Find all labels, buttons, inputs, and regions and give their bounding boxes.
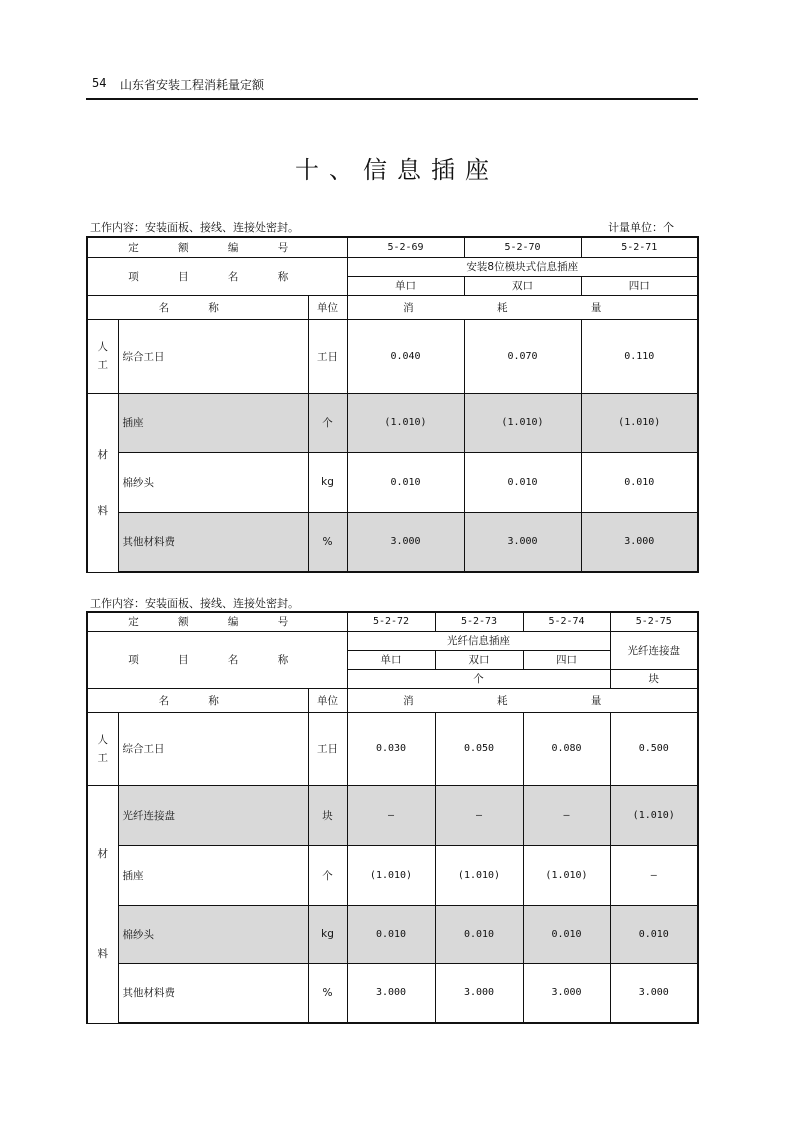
quota-code: 5-2-73 xyxy=(435,612,523,631)
row-value: 0.010 xyxy=(347,452,464,512)
quota-table-1 xyxy=(86,236,699,573)
row-unit: kg xyxy=(308,905,347,963)
variant-label: 四口 xyxy=(523,650,610,669)
row-name: 其他材料费 xyxy=(118,963,308,1023)
unit-group: 个 xyxy=(347,669,610,688)
unit-last: 块 xyxy=(610,669,698,688)
category-material: 材料 xyxy=(87,785,118,1023)
row-name: 光纤连接盘 xyxy=(118,785,308,845)
row-value: 3.000 xyxy=(347,512,464,572)
section-title: 十、信息插座 xyxy=(295,156,499,184)
row-value: (1.010) xyxy=(523,845,610,905)
column-unit-header: 单位 xyxy=(308,295,347,319)
row-unit: 个 xyxy=(308,393,347,452)
row-value: (1.010) xyxy=(464,393,581,452)
variant-label: 单口 xyxy=(347,650,435,669)
row-unit: % xyxy=(308,963,347,1023)
row-name: 综合工日 xyxy=(118,319,308,393)
quota-code: 5-2-70 xyxy=(464,237,581,257)
row-value: 0.010 xyxy=(581,452,698,512)
row-name: 棉纱头 xyxy=(118,905,308,963)
row-name: 插座 xyxy=(118,845,308,905)
page-header xyxy=(86,70,698,100)
row-value: 3.000 xyxy=(581,512,698,572)
row-value: (1.010) xyxy=(347,393,464,452)
row-value: 3.000 xyxy=(464,512,581,572)
row-value: (1.010) xyxy=(581,393,698,452)
row-value: — xyxy=(347,785,435,845)
row-value: 0.010 xyxy=(464,452,581,512)
row-value: 0.040 xyxy=(347,319,464,393)
row-value: (1.010) xyxy=(347,845,435,905)
page-number: 54 xyxy=(92,76,107,90)
category-labor: 人工 xyxy=(87,712,118,785)
variant-label: 双口 xyxy=(464,276,581,295)
quota-code-label: 定 额 编 号 xyxy=(87,612,347,631)
row-value: 3.000 xyxy=(347,963,435,1023)
quota-code: 5-2-75 xyxy=(610,612,698,631)
item-name-label: 项 目 名 称 xyxy=(87,631,347,688)
row-value: 0.080 xyxy=(523,712,610,785)
row-value: 3.000 xyxy=(435,963,523,1023)
row-unit: % xyxy=(308,512,347,572)
quota-code-label: 定 额 编 号 xyxy=(87,237,347,257)
row-unit: 个 xyxy=(308,845,347,905)
group-title: 光纤信息插座 xyxy=(347,631,610,650)
row-value: 0.010 xyxy=(347,905,435,963)
category-labor: 人工 xyxy=(87,319,118,393)
row-value: — xyxy=(523,785,610,845)
row-value: 0.070 xyxy=(464,319,581,393)
row-unit: 工日 xyxy=(308,712,347,785)
variant-label: 四口 xyxy=(581,276,698,295)
row-value: 0.050 xyxy=(435,712,523,785)
row-value: 0.030 xyxy=(347,712,435,785)
row-value: (1.010) xyxy=(435,845,523,905)
quota-table-2 xyxy=(86,611,699,1024)
quota-code: 5-2-71 xyxy=(581,237,698,257)
row-name: 棉纱头 xyxy=(118,452,308,512)
row-name: 综合工日 xyxy=(118,712,308,785)
row-value: — xyxy=(435,785,523,845)
row-value: 3.000 xyxy=(610,963,698,1023)
row-value: 0.010 xyxy=(523,905,610,963)
row-value: 0.110 xyxy=(581,319,698,393)
quota-code: 5-2-72 xyxy=(347,612,435,631)
quota-code: 5-2-74 xyxy=(523,612,610,631)
row-name: 插座 xyxy=(118,393,308,452)
row-value: 0.010 xyxy=(610,905,698,963)
row-value: 0.010 xyxy=(435,905,523,963)
column-unit-header: 单位 xyxy=(308,688,347,712)
row-value: — xyxy=(610,845,698,905)
category-material: 材料 xyxy=(87,393,118,572)
variant-label: 双口 xyxy=(435,650,523,669)
row-value: (1.010) xyxy=(610,785,698,845)
unit-note: 计量单位：个 xyxy=(608,221,674,234)
row-value: 0.500 xyxy=(610,712,698,785)
group-title: 安装8位模块式信息插座 xyxy=(347,257,698,276)
item-name-label: 项 目 名 称 xyxy=(87,257,347,295)
row-name: 其他材料费 xyxy=(118,512,308,572)
book-title: 山东省安装工程消耗量定额 xyxy=(120,78,265,92)
column-name-header: 名 称 xyxy=(87,295,308,319)
column-name-header: 名 称 xyxy=(87,688,308,712)
row-unit: 块 xyxy=(308,785,347,845)
quota-code: 5-2-69 xyxy=(347,237,464,257)
group-title-last: 光纤连接盘 xyxy=(610,631,698,669)
row-value: 3.000 xyxy=(523,963,610,1023)
row-unit: kg xyxy=(308,452,347,512)
work-content-1: 工作内容：安装面板、接线、连接处密封。 xyxy=(90,221,299,234)
variant-label: 单口 xyxy=(347,276,464,295)
column-consumption-header: 消 耗 量 xyxy=(347,688,698,712)
row-unit: 工日 xyxy=(308,319,347,393)
column-consumption-header: 消 耗 量 xyxy=(347,295,698,319)
work-content-2: 工作内容：安装面板、接线、连接处密封。 xyxy=(90,597,299,610)
